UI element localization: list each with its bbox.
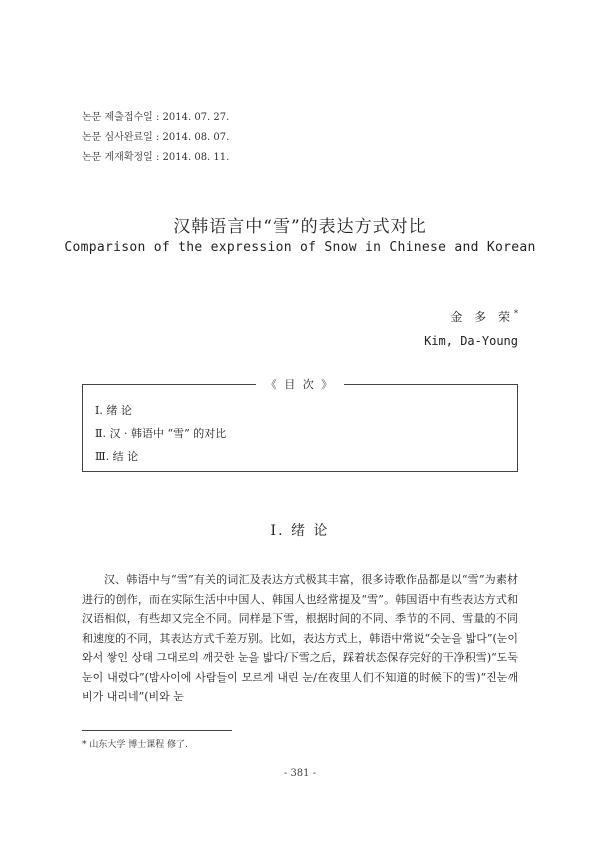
toc-heading-text: 《 目 次 》 — [256, 378, 345, 391]
table-of-contents — [82, 378, 518, 472]
footnote: * 山东大学 博士课程 修了. — [82, 740, 188, 750]
title-chinese: 汉韩语言中“雪”的表达方式对比 — [173, 217, 427, 237]
section-heading: Ⅰ. 绪 论 — [270, 523, 330, 539]
toc-heading — [83, 376, 517, 392]
date-received: 논문 제출접수일 : 2014. 07. 27. — [82, 112, 230, 123]
toc-item-comparison: Ⅱ. 汉 · 韩语中 “雪” 的对比 — [95, 427, 227, 440]
title-english: Comparison of the expression of Snow in Chinese and Korean — [64, 240, 536, 255]
submission-dates — [82, 108, 229, 168]
page-number: - 381 - — [283, 768, 317, 779]
toc-list — [95, 399, 226, 468]
toc-item-introduction: Ⅰ. 绪 论 — [95, 404, 132, 417]
date-reviewed: 논문 심사완료일 : 2014. 08. 07. — [82, 132, 230, 143]
author-name-chinese — [424, 302, 518, 329]
body-paragraph: 汉、韩语中与“雪”有关的词汇及表达方式极其丰富，很多诗歌作品都是以“雪”为素材进行的创作，而在实际生活中中国人、韩国人也经常提及“雪”。韩国语中有些表达方式和汉语相似，有些却又完全不同。同样是下雪，根据时间的不同、季节的不同、雪量的不同和速度的不同，其表达方式千差万别。比如，表达方式上，韩语中常说“숫눈을 밟다”(눈이 와서 쌓인 상태 그대로의 깨끗한 눈을 밟다/下雪之后，踩着状态保存完好的干净积雪)“도둑눈이 내렸다”(밤사이에 사람들이 모르게 내린 눈/在夜里人们不知道的时候下的雪)“진눈깨비가 내리네”(비와 눈 — [82, 573, 518, 703]
date-accepted: 논문 게재확정일 : 2014. 08. 11. — [82, 152, 230, 163]
footnote-divider — [82, 730, 232, 731]
author-footnote-mark: * — [514, 309, 518, 318]
author-name-cn-text: 金 多 荣 — [450, 310, 514, 324]
author-name-english: Kim, Da-Young — [424, 334, 518, 348]
author-block — [424, 302, 518, 353]
toc-item-conclusion: Ⅲ. 结 论 — [95, 450, 139, 463]
